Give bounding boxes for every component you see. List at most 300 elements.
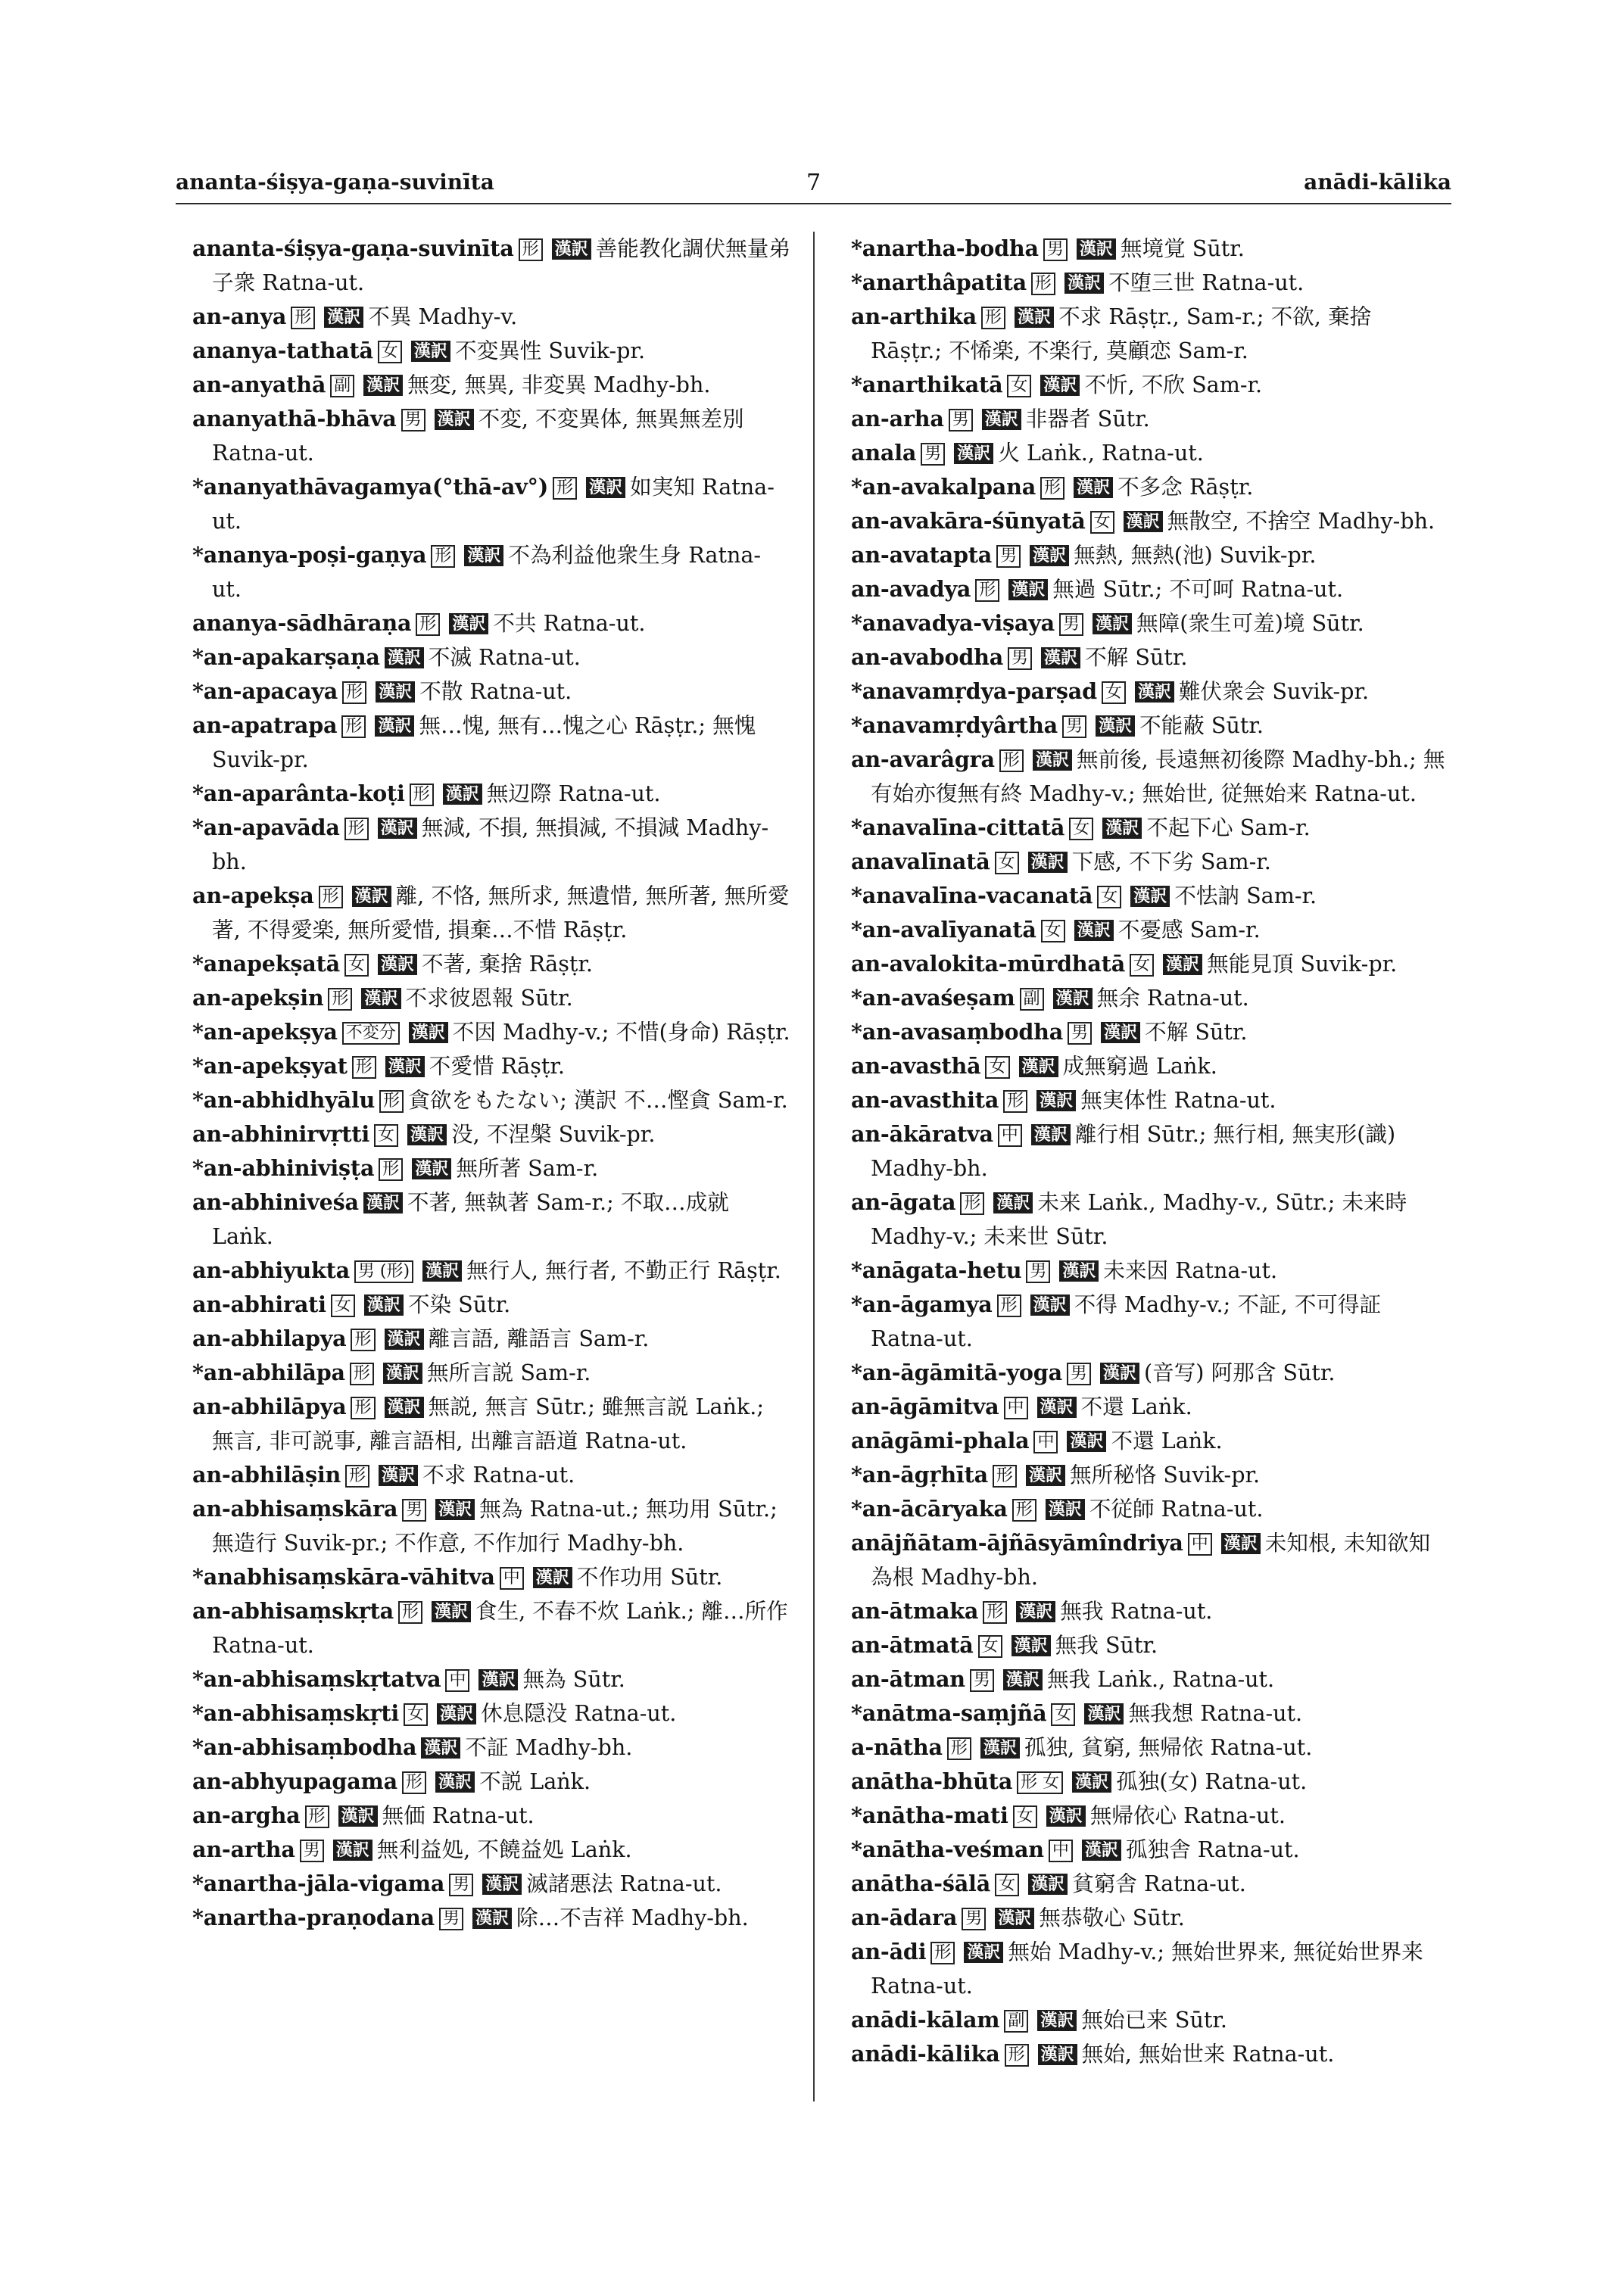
entry-headword: an-avasthā — [851, 1053, 981, 1079]
entry-gloss: 不著, 棄捨 Rāṣṭr. — [422, 951, 593, 977]
dictionary-entry — [834, 436, 1449, 470]
part-of-speech-badge: 男 — [1062, 715, 1086, 738]
entry-headword: *an-avalīyanatā — [851, 917, 1036, 942]
part-of-speech-badge: 男 — [970, 1669, 994, 1692]
entry-headword: *anabhisaṃskāra-vāhitva — [192, 1564, 495, 1590]
translation-label-badge: 漢訳 — [324, 307, 363, 328]
entry-headword: *anāgata-hetu — [851, 1257, 1022, 1283]
dictionary-entry — [834, 1628, 1449, 1662]
entry-gloss: 無恭敬心 Sūtr. — [1039, 1905, 1185, 1930]
translation-label-badge: 漢訳 — [338, 1805, 378, 1827]
translation-label-badge: 漢訳 — [333, 1840, 372, 1861]
part-of-speech-badge: 男 — [401, 409, 425, 431]
entry-headword: *an-abhiniviṣṭa — [192, 1155, 375, 1181]
dictionary-entry — [834, 2003, 1449, 2037]
dictionary-entry — [176, 1151, 790, 1185]
entry-gloss: 善能教化調伏無量弟子衆 Ratna-ut. — [212, 235, 790, 295]
entry-headword: *ananyathāvagamya(°thā-av°) — [192, 474, 549, 500]
translation-label-badge: 漢訳 — [376, 681, 415, 703]
entry-gloss: 不還 Laṅk. — [1080, 1394, 1192, 1419]
translation-label-badge: 漢訳 — [995, 1908, 1034, 1929]
translation-label-badge: 漢訳 — [411, 341, 450, 362]
part-of-speech-badge: 形 — [519, 238, 543, 261]
entry-headword: an-avalokita-mūrdhatā — [851, 951, 1126, 977]
dictionary-entry — [176, 1833, 790, 1867]
dictionary-entry — [834, 402, 1449, 436]
dictionary-entry — [834, 1833, 1449, 1867]
dictionary-entry — [176, 1254, 790, 1288]
translation-label-badge: 漢訳 — [1003, 1669, 1043, 1690]
entry-headword: *anavamṛdya-parṣad — [851, 678, 1097, 704]
part-of-speech-badge: 副 — [1020, 988, 1044, 1011]
entry-gloss: 不堕三世 Ratna-ut. — [1108, 269, 1304, 295]
part-of-speech-badge: 形 — [997, 1294, 1021, 1317]
entry-headword: *anapekṣatā — [192, 951, 340, 977]
entry-gloss: 無境覚 Sūtr. — [1120, 235, 1245, 261]
entry-headword: an-abhisaṃskāra — [192, 1496, 398, 1522]
part-of-speech-badge: 中 — [1188, 1533, 1212, 1556]
dictionary-entry — [176, 1015, 790, 1049]
entry-headword: an-abhiniveśa — [192, 1189, 359, 1215]
entry-gloss: 無始 Madhy-v.; 無始世界来, 無従始世界来 Ratna-ut. — [871, 1939, 1423, 1999]
part-of-speech-badge: 形 — [553, 477, 577, 500]
translation-label-badge: 漢訳 — [1077, 238, 1116, 260]
entry-headword: an-ātman — [851, 1666, 965, 1692]
column-divider — [813, 232, 815, 2101]
entry-gloss: 不得 Madhy-v.; 不証, 不可得証 Ratna-ut. — [871, 1291, 1382, 1351]
part-of-speech-badge: 形 — [975, 579, 999, 602]
part-of-speech-badge: 形 — [379, 1090, 404, 1113]
translation-label-badge: 漢訳 — [980, 1737, 1020, 1759]
translation-label-badge: 漢訳 — [1059, 1260, 1099, 1282]
part-of-speech-badge: 副 — [1004, 2010, 1028, 2033]
translation-label-badge: 漢訳 — [1033, 749, 1072, 771]
dictionary-entry — [176, 606, 790, 640]
part-of-speech-badge: 男 — [1043, 238, 1068, 261]
entry-gloss: 不説 Laṅk. — [478, 1768, 591, 1794]
part-of-speech-badge: 女 — [374, 1124, 398, 1147]
part-of-speech-badge: 女 — [1130, 954, 1154, 977]
part-of-speech-badge: 男 — [1067, 1363, 1091, 1385]
entry-gloss: 離言語, 離語言 Sam-r. — [428, 1326, 650, 1351]
translation-label-badge: 漢訳 — [1041, 647, 1080, 668]
entry-headword: an-ādi — [851, 1939, 927, 1964]
translation-label-badge: 漢訳 — [1135, 681, 1174, 703]
entry-gloss: 食生, 不春不炊 Laṅk.; 離…所作 Ratna-ut. — [212, 1598, 788, 1658]
entry-headword: ananta-śiṣya-gaṇa-suvinīta — [192, 235, 514, 261]
entry-headword: an-apekṣa — [192, 883, 314, 908]
dictionary-entry — [176, 334, 790, 368]
dictionary-entry — [176, 1765, 790, 1799]
dictionary-entry — [834, 640, 1449, 675]
dictionary-entry — [834, 1799, 1449, 1833]
entry-headword: *an-abhisaṃskṛtatva — [192, 1666, 441, 1692]
running-head-left: ananta-śiṣya-gaṇa-suvinīta — [176, 170, 494, 195]
translation-label-badge: 漢訳 — [472, 1908, 512, 1929]
translation-label-badge: 漢訳 — [1030, 545, 1069, 566]
entry-gloss: 不能蔽 Sūtr. — [1139, 712, 1264, 738]
dictionary-entry — [834, 1696, 1449, 1731]
entry-gloss: 離行相 Sūtr.; 無行相, 無実形(識) Madhy-bh. — [871, 1121, 1396, 1181]
part-of-speech-badge: 形 — [319, 886, 343, 908]
entry-headword: ananya-tathatā — [192, 338, 373, 363]
translation-label-badge: 漢訳 — [982, 409, 1021, 430]
dictionary-entry — [834, 368, 1449, 402]
part-of-speech-badge: 形 女 — [1017, 1771, 1063, 1794]
dictionary-entry — [176, 1049, 790, 1083]
entry-gloss: 無始, 無始世来 Ratna-ut. — [1081, 2041, 1335, 2067]
entry-gloss: 無始已来 Sūtr. — [1081, 2007, 1227, 2033]
header-rule — [176, 203, 1451, 204]
dictionary-entry — [834, 1390, 1449, 1424]
part-of-speech-badge: 形 — [410, 784, 434, 806]
part-of-speech-badge: 中 — [1004, 1397, 1028, 1419]
entry-gloss: 無前後, 長遠無初後際 Madhy-bh.; 無有始亦復無有終 Madhy-v.; 無始世, 従無始来 Ratna-ut. — [871, 746, 1445, 806]
translation-label-badge: 漢訳 — [1028, 1874, 1068, 1895]
part-of-speech-badge: 男 (形) — [354, 1260, 413, 1283]
entry-headword: *anavamṛdyârtha — [851, 712, 1058, 738]
entry-gloss: 不証 Madhy-bh. — [465, 1734, 633, 1760]
entry-headword: anavalīnatā — [851, 849, 990, 874]
translation-label-badge: 漢訳 — [1019, 1056, 1058, 1077]
translation-label-badge: 漢訳 — [1096, 715, 1135, 737]
part-of-speech-badge: 形 — [947, 1737, 971, 1760]
part-of-speech-badge: 中 — [998, 1124, 1022, 1147]
entry-gloss: 孤独, 貧窮, 無帰依 Ratna-ut. — [1024, 1734, 1313, 1760]
entry-gloss: 不共 Ratna-ut. — [493, 610, 646, 636]
dictionary-entry — [176, 300, 790, 334]
entry-gloss: 未来因 Ratna-ut. — [1103, 1257, 1278, 1283]
entry-headword: anātha-bhūta — [851, 1768, 1013, 1794]
part-of-speech-badge: 形 — [993, 1465, 1017, 1488]
entry-headword: *an-āgāmitā-yoga — [851, 1360, 1062, 1385]
entry-headword: a-nātha — [851, 1734, 943, 1760]
entry-gloss: 無過 Sūtr.; 不可呵 Ratna-ut. — [1052, 576, 1344, 602]
part-of-speech-badge: 女 — [378, 341, 402, 363]
translation-label-badge: 漢訳 — [378, 954, 417, 975]
entry-headword: *an-avasaṃbodha — [851, 1019, 1064, 1045]
entry-headword: an-abhyupagama — [192, 1768, 397, 1794]
dictionary-entry — [176, 1083, 790, 1117]
dictionary-entry — [176, 1322, 790, 1356]
translation-label-badge: 漢訳 — [383, 1363, 422, 1384]
part-of-speech-badge: 形 — [1012, 1499, 1036, 1522]
dictionary-entry — [176, 1492, 790, 1560]
entry-headword: an-avadya — [851, 576, 971, 602]
entry-gloss: 休息隠没 Ratna-ut. — [481, 1700, 677, 1726]
part-of-speech-badge: 形 — [350, 1363, 374, 1385]
part-of-speech-badge: 形 — [983, 1601, 1007, 1624]
entry-gloss: 無余 Ratna-ut. — [1096, 985, 1249, 1011]
entry-headword: anādi-kālika — [851, 2041, 1000, 2067]
entry-gloss: 除…不吉祥 Madhy-bh. — [516, 1905, 749, 1930]
part-of-speech-badge: 女 — [1051, 1703, 1075, 1726]
dictionary-entry — [834, 981, 1449, 1015]
entry-gloss: 不変異性 Suvik-pr. — [454, 338, 646, 363]
entry-gloss: (音写) 阿那含 Sūtr. — [1143, 1360, 1336, 1385]
entry-gloss: 貧窮舎 Ratna-ut. — [1072, 1871, 1246, 1896]
entry-gloss: 未来 Laṅk., Madhy-v., Sūtr.; 未来時 Madhy-v.; 未来世 Sūtr. — [871, 1189, 1407, 1249]
entry-headword: an-avasthita — [851, 1087, 999, 1113]
dictionary-entry — [176, 1288, 790, 1322]
entry-headword: an-avatapta — [851, 542, 993, 568]
part-of-speech-badge: 女 — [344, 954, 369, 977]
entry-headword: an-avabodha — [851, 644, 1004, 670]
part-of-speech-badge: 形 — [1031, 273, 1055, 295]
dictionary-entry — [176, 470, 790, 538]
translation-label-badge: 漢訳 — [1015, 307, 1054, 328]
part-of-speech-badge: 女 — [1097, 886, 1121, 908]
entry-headword: *an-apakarṣaṇa — [192, 644, 380, 670]
entry-gloss: 不求彼恩報 Sūtr. — [405, 985, 573, 1011]
dictionary-entry — [834, 1424, 1449, 1458]
entry-gloss: 不異 Madhy-v. — [368, 304, 518, 329]
entry-headword: an-āgāmitva — [851, 1394, 999, 1419]
entry-headword: an-anya — [192, 304, 287, 329]
part-of-speech-badge: 女 — [1102, 681, 1126, 704]
translation-label-badge: 漢訳 — [478, 1669, 518, 1690]
dictionary-entry — [176, 675, 790, 709]
translation-label-badge: 漢訳 — [363, 1192, 403, 1213]
entry-headword: an-artha — [192, 1837, 295, 1862]
translation-label-badge: 漢訳 — [1067, 1431, 1106, 1452]
entry-headword: an-abhilāpya — [192, 1394, 347, 1419]
right-column — [834, 232, 1449, 2071]
entry-gloss: 無説, 無言 Sūtr.; 雖無言説 Laṅk.; 無言, 非可説事, 離言語相, 出離言語道 Ratna-ut. — [212, 1394, 764, 1453]
entry-gloss: 不解 Sūtr. — [1085, 644, 1188, 670]
dictionary-entry — [834, 1867, 1449, 1901]
dictionary-entry — [834, 504, 1449, 538]
part-of-speech-badge: 中 — [1049, 1840, 1073, 1862]
translation-label-badge: 漢訳 — [379, 1465, 418, 1486]
entry-headword: an-abhisaṃskṛta — [192, 1598, 394, 1624]
dictionary-entry — [834, 1935, 1449, 2003]
translation-label-badge: 漢訳 — [407, 1124, 447, 1145]
entry-gloss: 無減, 不損, 無損減, 不損減 Madhy-bh. — [212, 815, 769, 874]
part-of-speech-badge: 形 — [960, 1192, 984, 1215]
translation-label-badge: 漢訳 — [1040, 375, 1080, 396]
entry-gloss: 無為 Ratna-ut.; 無功用 Sūtr.; 無造行 Suvik-pr.; 不作意, 不作加行 Madhy-bh. — [212, 1496, 778, 1556]
dictionary-entry — [176, 777, 790, 811]
dictionary-entry — [176, 1867, 790, 1901]
entry-headword: *anartha-bodha — [851, 235, 1039, 261]
part-of-speech-badge: 女 — [1007, 375, 1031, 397]
entry-headword: an-āgata — [851, 1189, 956, 1215]
dictionary-entry — [834, 743, 1449, 811]
translation-label-badge: 漢訳 — [421, 1737, 460, 1759]
dictionary-entry — [834, 675, 1449, 709]
part-of-speech-badge: 形 — [1005, 2044, 1029, 2067]
entry-gloss: 不怯訥 Sam-r. — [1174, 883, 1317, 908]
part-of-speech-badge: 形 — [352, 1056, 376, 1079]
dictionary-entry — [176, 640, 790, 675]
entry-gloss: 不求 Ratna-ut. — [422, 1462, 575, 1488]
part-of-speech-badge: 中 — [500, 1567, 524, 1590]
part-of-speech-badge: 形 — [351, 1397, 375, 1419]
dictionary-entry — [176, 1356, 790, 1390]
translation-label-badge: 漢訳 — [363, 375, 403, 396]
entry-gloss: 不因 Madhy-v.; 不惜(身命) Rāṣṭr. — [452, 1019, 790, 1045]
part-of-speech-badge: 女 — [1069, 818, 1093, 840]
entry-gloss: 不著, 無執著 Sam-r.; 不取…成就 Laṅk. — [212, 1189, 729, 1249]
dictionary-entry — [834, 1526, 1449, 1594]
entry-gloss: 不起下心 Sam-r. — [1146, 815, 1311, 840]
translation-label-badge: 漢訳 — [1046, 1499, 1085, 1520]
entry-gloss: 無辺際 Ratna-ut. — [486, 780, 661, 806]
translation-label-badge: 漢訳 — [443, 784, 482, 805]
entry-gloss: 不散 Ratna-ut. — [419, 678, 572, 704]
translation-label-badge: 漢訳 — [552, 238, 591, 260]
entry-headword: *anartha-praṇodana — [192, 1905, 435, 1930]
dictionary-entry — [176, 947, 790, 981]
dictionary-entry — [176, 709, 790, 777]
translation-label-badge: 漢訳 — [422, 1260, 462, 1282]
translation-label-badge: 漢訳 — [1102, 818, 1142, 839]
entry-headword: an-arthika — [851, 304, 977, 329]
part-of-speech-badge: 女 — [978, 1635, 1002, 1658]
entry-gloss: 無…愧, 無有…愧之心 Rāṣṭr.; 無愧 Suvik-pr. — [212, 712, 756, 772]
entry-headword: an-abhilāṣin — [192, 1462, 341, 1488]
dictionary-entry — [834, 2037, 1449, 2071]
dictionary-entry — [834, 606, 1449, 640]
entry-headword: an-abhilapya — [192, 1326, 347, 1351]
entry-gloss: 無価 Ratna-ut. — [382, 1802, 535, 1828]
dictionary-entry — [834, 1015, 1449, 1049]
translation-label-badge: 漢訳 — [435, 1771, 475, 1793]
entry-headword: *anātha-veśman — [851, 1837, 1044, 1862]
entry-gloss: 無我想 Ratna-ut. — [1128, 1700, 1303, 1726]
translation-label-badge: 漢訳 — [1124, 511, 1163, 532]
entry-headword: *anavalīna-cittatā — [851, 815, 1065, 840]
part-of-speech-badge: 形 — [341, 715, 366, 738]
entry-headword: *anavadya-viṣaya — [851, 610, 1055, 636]
translation-label-badge: 漢訳 — [375, 715, 414, 737]
entry-headword: *an-apavāda — [192, 815, 340, 840]
entry-headword: an-anyathā — [192, 372, 326, 397]
translation-label-badge: 漢訳 — [1082, 1840, 1121, 1861]
dictionary-entry — [176, 811, 790, 879]
entry-headword: ananya-sādhāraṇa — [192, 610, 412, 636]
dictionary-entry — [834, 811, 1449, 845]
translation-label-badge: 漢訳 — [364, 1294, 404, 1316]
entry-gloss: 不多念 Rāṣṭr. — [1117, 474, 1254, 500]
entry-headword: an-apatrapa — [192, 712, 338, 738]
entry-headword: an-avarâgra — [851, 746, 995, 772]
entry-headword: *anātha-mati — [851, 1802, 1008, 1828]
translation-label-badge: 漢訳 — [412, 1158, 451, 1179]
entry-headword: an-ādara — [851, 1905, 958, 1930]
entry-gloss: 無変, 無異, 非変異 Madhy-bh. — [407, 372, 711, 397]
entry-gloss: 無障(衆生可羞)境 Sūtr. — [1136, 610, 1364, 636]
entry-headword: an-ātmaka — [851, 1598, 979, 1624]
translation-label-badge: 漢訳 — [1028, 852, 1068, 873]
part-of-speech-badge: 形 — [981, 307, 1005, 329]
dictionary-entry — [176, 1185, 790, 1254]
entry-headword: an-abhiyukta — [192, 1257, 350, 1283]
entry-gloss: 不忻, 不欣 Sam-r. — [1084, 372, 1263, 397]
dictionary-entry — [176, 1731, 790, 1765]
dictionary-entry — [176, 1117, 790, 1151]
entry-headword: anāgāmi-phala — [851, 1428, 1030, 1453]
dictionary-entry — [176, 368, 790, 402]
part-of-speech-badge: 女 — [331, 1294, 355, 1317]
entry-gloss: 不求 Rāṣṭr., Sam-r.; 不欲, 棄捨 Rāṣṭr.; 不悕楽, 不楽行, 莫顧恋 Sam-r. — [871, 304, 1372, 363]
dictionary-entry — [834, 1458, 1449, 1492]
dictionary-entry — [834, 1288, 1449, 1356]
part-of-speech-badge: 形 — [1040, 477, 1064, 500]
dictionary-entry — [834, 1117, 1449, 1185]
translation-label-badge: 漢訳 — [954, 443, 993, 464]
translation-label-badge: 漢訳 — [361, 988, 401, 1009]
part-of-speech-badge: 形 — [402, 1771, 426, 1794]
part-of-speech-badge: 男 — [921, 443, 945, 466]
entry-gloss: 成無窮過 Laṅk. — [1062, 1053, 1217, 1079]
entry-headword: an-abhinirvṛtti — [192, 1121, 370, 1147]
dictionary-entry — [834, 1594, 1449, 1628]
translation-label-badge: 漢訳 — [1037, 1397, 1077, 1418]
part-of-speech-badge: 男 — [949, 409, 973, 431]
entry-headword: *anavalīna-vacanatā — [851, 883, 1093, 908]
entry-gloss: 無我 Laṅk., Ratna-ut. — [1046, 1666, 1275, 1692]
entry-gloss: 不滅 Ratna-ut. — [428, 644, 581, 670]
entry-headword: ananyathā-bhāva — [192, 406, 397, 431]
translation-label-badge: 漢訳 — [378, 818, 417, 839]
entry-headword: *an-abhisaṃbodha — [192, 1734, 417, 1760]
entry-gloss: 不憂感 Sam-r. — [1117, 917, 1261, 942]
dictionary-entry — [176, 1696, 790, 1731]
entry-headword: an-avakāra-śūnyatā — [851, 508, 1086, 534]
part-of-speech-badge: 男 — [1068, 1022, 1092, 1045]
translation-label-badge: 漢訳 — [1026, 1465, 1065, 1486]
dictionary-entry — [176, 1594, 790, 1662]
dictionary-entry — [176, 1560, 790, 1594]
part-of-speech-badge: 男 — [300, 1840, 324, 1862]
translation-label-badge: 漢訳 — [1037, 2010, 1077, 2031]
translation-label-badge: 漢訳 — [449, 613, 488, 634]
entry-headword: *an-aparânta-koṭi — [192, 780, 405, 806]
entry-gloss: 無散空, 不捨空 Madhy-bh. — [1167, 508, 1435, 534]
translation-label-badge: 漢訳 — [533, 1567, 572, 1588]
entry-headword: anala — [851, 440, 917, 466]
dictionary-entry — [176, 1390, 790, 1458]
translation-label-badge: 漢訳 — [1084, 1703, 1124, 1724]
entry-gloss: 未知根, 未知欲知為根 Madhy-bh. — [871, 1530, 1431, 1590]
translation-label-badge: 漢訳 — [437, 1703, 476, 1724]
translation-label-badge: 漢訳 — [1053, 988, 1093, 1009]
part-of-speech-badge: 形 — [999, 749, 1024, 772]
entry-gloss: 不染 Sūtr. — [407, 1291, 511, 1317]
translation-label-badge: 漢訳 — [482, 1874, 522, 1895]
entry-gloss: 不為利益他衆生身 Ratna-ut. — [212, 542, 762, 602]
entry-headword: *an-apekṣya — [192, 1019, 338, 1045]
translation-label-badge: 漢訳 — [432, 1601, 471, 1622]
dictionary-entry — [834, 709, 1449, 743]
part-of-speech-badge: 女 — [995, 852, 1019, 874]
translation-label-badge: 漢訳 — [993, 1192, 1033, 1213]
entry-gloss: 不作功用 Sūtr. — [576, 1564, 723, 1590]
entry-headword: anātha-śālā — [851, 1871, 991, 1896]
entry-headword: *an-āgamya — [851, 1291, 993, 1317]
left-column — [176, 232, 790, 1935]
entry-gloss: 離, 不恪, 無所求, 無遺惜, 無所著, 無所愛著, 不得愛楽, 無所愛惜, 損棄…不惜 Rāṣṭr. — [212, 883, 790, 942]
entry-headword: *an-apekṣyat — [192, 1053, 348, 1079]
dictionary-entry — [834, 845, 1449, 879]
translation-label-badge: 漢訳 — [409, 1022, 448, 1043]
part-of-speech-badge: 形 — [1003, 1090, 1027, 1113]
dictionary-entry — [176, 1799, 790, 1833]
translation-label-badge: 漢訳 — [1064, 273, 1104, 294]
part-of-speech-badge: 不変分 — [342, 1022, 400, 1045]
